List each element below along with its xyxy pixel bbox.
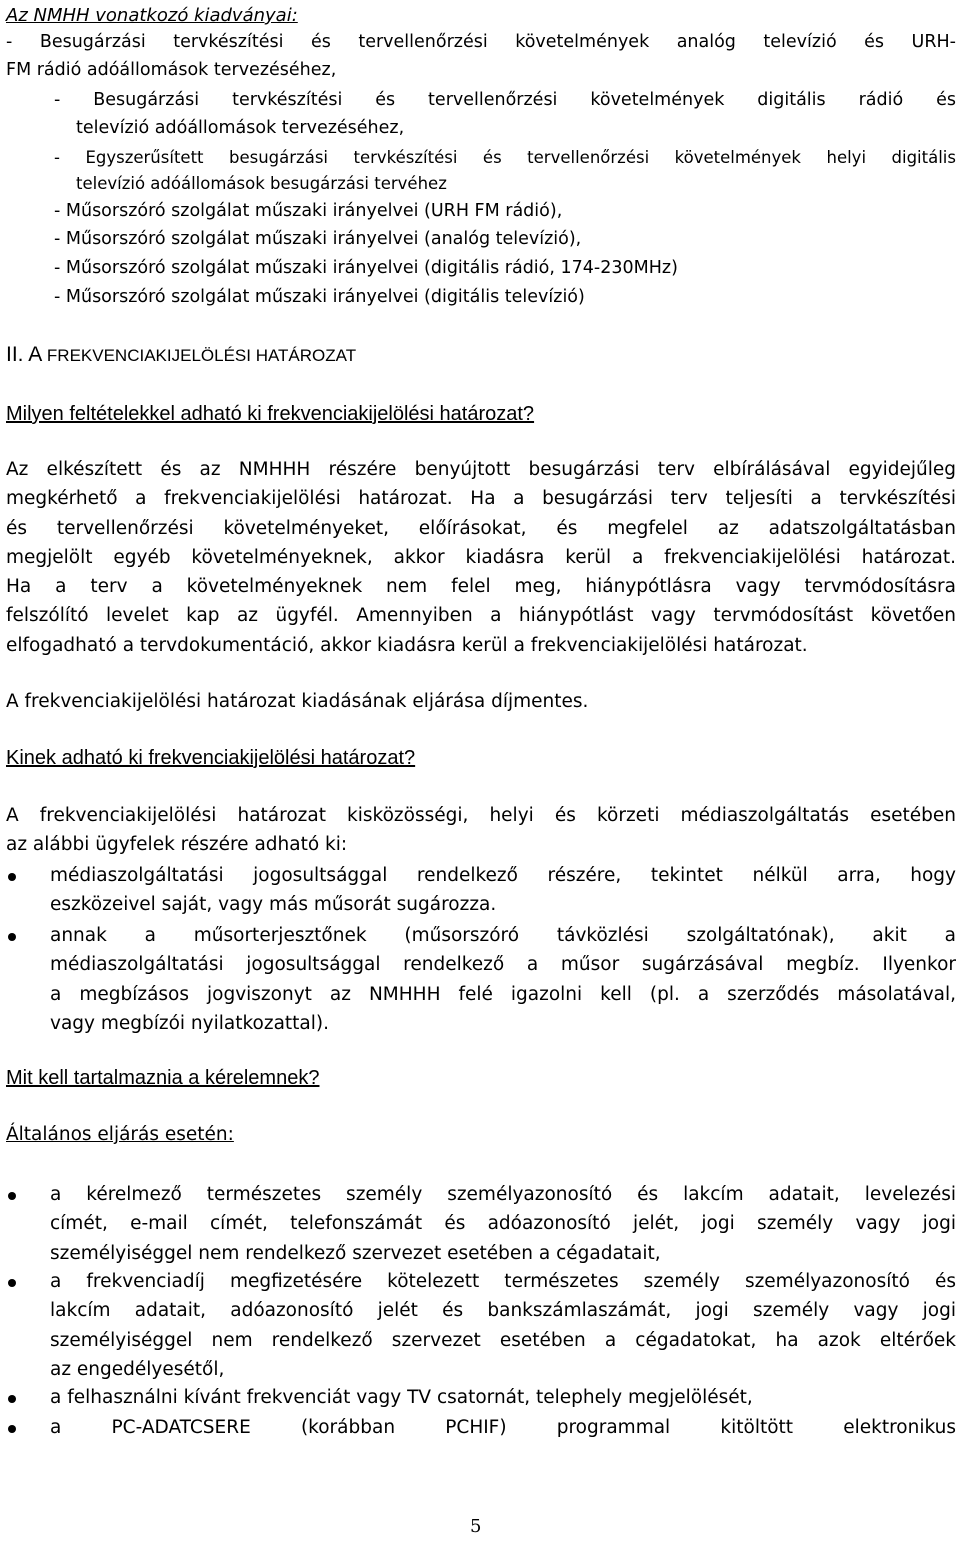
recipient-bullet-1: [6, 861, 956, 920]
publication-item-5: - Műsorszóró szolgálat műszaki irányelvei (analóg televízió),: [54, 229, 582, 249]
bullet-line: a PC-ADATCSERE (korábban PCHIF) programmal kitöltött elektronikus: [50, 1417, 956, 1438]
section-first-letter: A: [28, 343, 42, 366]
section-numeral: II.: [6, 343, 24, 366]
bullet-line: személyiséggel nem rendelkező szervezet esetében a cégadatait,: [50, 1242, 661, 1264]
section-title: FREKVENCIAKIJELÖLÉSI HATÁROZAT: [46, 346, 357, 365]
page-number: 5: [470, 1516, 482, 1537]
publication-item-1-line-2: FM rádió adóállomások tervezéséhez,: [6, 60, 337, 80]
bullet-icon: [8, 873, 16, 881]
bullet-line: médiaszolgáltatási jogosultsággal rendelkező a műsor sugárzásával megbíz. Ilyenkor: [50, 954, 956, 976]
publication-item-3-line-2: televízió adóállomások besugárzási tervéhez: [76, 174, 447, 193]
publication-item-6: - Műsorszóró szolgálat műszaki irányelvei (digitális rádió, 174-230MHz): [54, 258, 678, 278]
paragraph-line: felszólító levelet kap az ügyfél. Amennyiben a hiánypótlást vagy tervmódosítást követően: [6, 605, 956, 627]
paragraph-line: elfogadható a tervdokumentáció, akkor kiadásra kerül a frekvenciakijelölési határozat.: [6, 634, 808, 656]
publication-item-3-line-1: - Egyszerűsített besugárzási tervkészítési és tervellenőrzési követelmények helyi digitális: [54, 148, 956, 167]
bullet-icon: [8, 1425, 16, 1433]
recipient-bullet-2: [6, 921, 956, 1038]
bullet-icon: [8, 1192, 16, 1200]
paragraph-line: és tervellenőrzési követelményeket, előírásokat, és megfelel az adatszolgáltatásban: [6, 517, 956, 539]
content-bullet-4: [6, 1413, 956, 1442]
bullet-line: médiaszolgáltatási jogosultsággal rendelkező részére, tekintet nélkül arra, hogy: [50, 865, 956, 886]
question-contents-heading: Mit kell tartalmaznia a kérelemnek?: [6, 1067, 320, 1089]
bullet-line: a kérelmező természetes személy személyazonosító és lakcím adatait, levelezési: [50, 1184, 956, 1205]
bullet-line: annak a műsorterjesztőnek (műsorszóró távközlési szolgáltatónak), akit a: [50, 925, 956, 946]
bullet-icon: [8, 1279, 16, 1287]
bullet-line: az engedélyesétől,: [50, 1358, 225, 1380]
publications-heading: Az NMHH vonatkozó kiadványai:: [6, 5, 298, 26]
bullet-line: címét, e-mail címét, telefonszámát és adóazonosító jelét, jogi személy vagy jogi: [50, 1213, 956, 1235]
publication-item-1-line-1: - Besugárzási tervkészítési és tervellenőrzési követelmények analóg televízió és URH-: [6, 32, 956, 52]
question-conditions-heading: Milyen feltételekkel adható ki frekvenciakijelölési határozat?: [6, 403, 535, 425]
paragraph-line: Az elkészített és az NMHHH részére benyújtott besugárzási terv elbírálásával egyidejűleg: [6, 459, 956, 480]
paragraph-line: megkérhető a frekvenciakijelölési határozat. Ha a besugárzási terv teljesíti a tervkészítési: [6, 488, 956, 510]
bullet-line: a felhasználni kívánt frekvenciát vagy TV csatornát, telephely megjelölését,: [50, 1387, 753, 1408]
paragraph-line: Ha a terv a követelményeknek nem felel meg, hiánypótlásra vagy tervmódosításra: [6, 576, 956, 598]
paragraph-line: megjelölt egyéb követelményeknek, akkor kiadásra kerül a frekvenciakijelölési határozat.: [6, 546, 956, 568]
question-recipients-heading: Kinek adható ki frekvenciakijelölési határozat?: [6, 747, 416, 769]
paragraph-line: A frekvenciakijelölési határozat kisközösségi, helyi és körzeti médiaszolgáltatás esetében: [6, 805, 956, 826]
paragraph-line: az alábbi ügyfelek részére adható ki:: [6, 834, 348, 856]
content-bullet-3: [6, 1383, 956, 1412]
bullet-icon: [8, 933, 16, 941]
bullet-line: eszközeivel saját, vagy más műsorát sugározza.: [50, 894, 497, 916]
recipients-intro: [6, 801, 956, 860]
publication-item-7: - Műsorszóró szolgálat műszaki irányelvei (digitális televízió): [54, 287, 585, 307]
general-procedure-subheading: Általános eljárás esetén:: [6, 1124, 234, 1145]
content-bullet-1: [6, 1180, 956, 1268]
bullet-line: vagy megbízói nyilatkozattal).: [50, 1012, 329, 1034]
content-bullet-2: [6, 1267, 956, 1384]
bullet-line: személyiséggel nem rendelkező szervezet esetében a cégadatokat, ha azok eltérőek: [50, 1329, 956, 1351]
publication-item-2-line-1: - Besugárzási tervkészítési és tervellenőrzési követelmények digitális rádió és: [54, 90, 956, 110]
conditions-paragraph: [6, 455, 956, 660]
bullet-line: a frekvenciadíj megfizetésére kötelezett természetes személy személyazonosító és: [50, 1271, 956, 1292]
bullet-line: a megbízásos jogviszonyt az NMHHH felé igazolni kell (pl. a szerződés másolatával,: [50, 983, 956, 1005]
section-heading: [6, 342, 356, 369]
publication-item-4: - Műsorszóró szolgálat műszaki irányelvei (URH FM rádió),: [54, 201, 563, 221]
bullet-icon: [8, 1395, 16, 1403]
bullet-line: lakcím adatait, adóazonosító jelét és bankszámlaszámát, jogi személy vagy jogi: [50, 1300, 956, 1322]
fee-note: A frekvenciakijelölési határozat kiadásának eljárása díjmentes.: [6, 691, 589, 712]
publication-item-2-line-2: televízió adóállomások tervezéséhez,: [76, 118, 405, 138]
